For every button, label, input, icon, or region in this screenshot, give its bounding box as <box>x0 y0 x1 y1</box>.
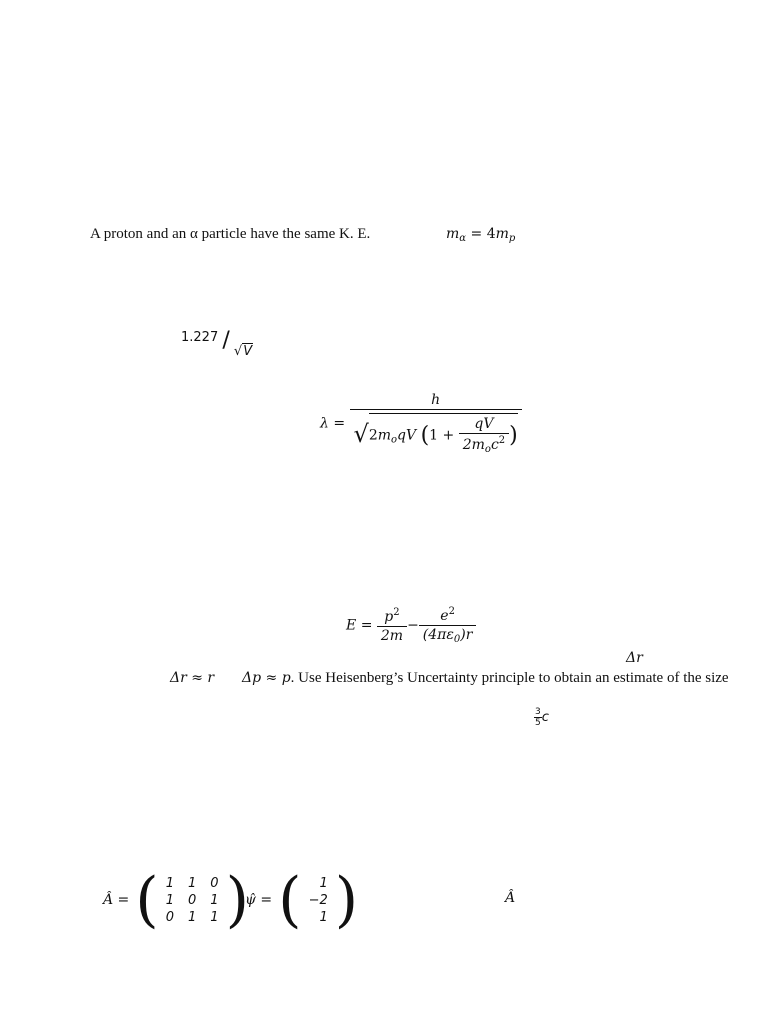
formula-numerator: 1.227 <box>181 330 219 345</box>
speed-of-light-c: c <box>541 710 549 725</box>
small-fraction <box>534 707 542 728</box>
kinetic-fraction: $\frac{p^2}{2m}$ <box>377 607 407 644</box>
energy-eq: = <box>360 617 373 634</box>
delta-p-approx: Δp ≈ p <box>242 670 291 686</box>
potential-fraction: $\frac{e^2}{(4\pi\varepsilon_0)r}$ <box>419 606 477 645</box>
mass-m: m <box>446 226 460 242</box>
formula-slash: / <box>222 328 230 353</box>
delta-r-approx: Δr ≈ r <box>170 670 215 686</box>
vector-row: 1 <box>319 875 328 891</box>
inner-one: 1 + <box>429 427 455 444</box>
matrix-A-label: Â = <box>103 892 130 908</box>
kinetic-den: 2m <box>377 626 407 644</box>
small-den: 5 <box>535 718 541 728</box>
matrix-A <box>159 875 226 926</box>
mass-relation <box>446 226 515 244</box>
formula-V: V <box>243 344 253 359</box>
den-coef: 2 <box>368 427 378 444</box>
fraction-three-fifths-c <box>534 707 549 728</box>
energy-E: E <box>346 617 357 634</box>
close-paren: ) <box>509 423 518 448</box>
sqrt-body <box>369 413 518 455</box>
problem-statement-proton-alpha: A proton and an α particle have the same K. E. <box>90 226 371 242</box>
formula-sqrt-symbol: √ <box>233 344 243 359</box>
potential-den: $(4\pi\varepsilon_0)r$ <box>419 625 477 645</box>
vector-psi-expression <box>245 865 359 935</box>
open-paren: ( <box>420 423 430 448</box>
wavelength-approx-formula <box>181 322 253 359</box>
mass-eq: = <box>470 226 483 242</box>
lambda-fraction <box>350 392 522 455</box>
den-o-sub: o <box>391 434 398 446</box>
mass-m2: m <box>495 226 509 242</box>
matrix-close-paren: ) <box>225 865 249 935</box>
den-m: m <box>377 427 392 444</box>
lambda-eq: = <box>333 415 346 432</box>
vector-open-paren: ( <box>278 865 302 935</box>
lambda-lhs: λ <box>320 415 329 432</box>
vector-psi-label: ψ̂ = <box>245 892 273 908</box>
sqrt-sign: √ <box>353 420 369 448</box>
operator-A-hat: Â <box>505 890 516 906</box>
uncertainty-line <box>242 669 729 687</box>
matrix-row: 0 1 1 <box>165 909 219 925</box>
small-num: 3 <box>535 707 541 717</box>
vector-row: 1 <box>319 909 328 925</box>
kinetic-p: p <box>384 609 394 625</box>
matrix-A-expression <box>103 865 249 935</box>
matrix-row: 1 0 1 <box>165 892 219 908</box>
de-broglie-relativistic-equation <box>320 392 522 455</box>
vector-row: −2 <box>308 892 328 908</box>
delta-r-label: Δr <box>626 650 643 666</box>
inner-num: qV <box>474 416 494 432</box>
matrix-row: 1 1 0 <box>165 875 219 891</box>
den-qV: qV <box>397 427 417 444</box>
mass-alpha-sub: α <box>459 233 467 244</box>
vector-psi <box>302 875 335 926</box>
mass-coef: 4 <box>486 226 496 242</box>
vector-close-paren: ) <box>334 865 359 935</box>
energy-minus: − <box>407 617 419 634</box>
matrix-open-paren: ( <box>135 865 159 935</box>
mass-p-sub: p <box>508 233 516 244</box>
inner-fraction <box>459 416 509 455</box>
lambda-numerator-h: h <box>431 392 441 408</box>
potential-e: e <box>440 608 449 624</box>
inner-den: $2m_oc^2$ <box>459 433 509 455</box>
hydrogen-energy-equation <box>346 606 476 645</box>
lambda-denominator <box>350 409 522 455</box>
uncertainty-text: . Use Heisenberg’s Uncertainty principle to obtain an estimate of the size <box>290 670 729 686</box>
